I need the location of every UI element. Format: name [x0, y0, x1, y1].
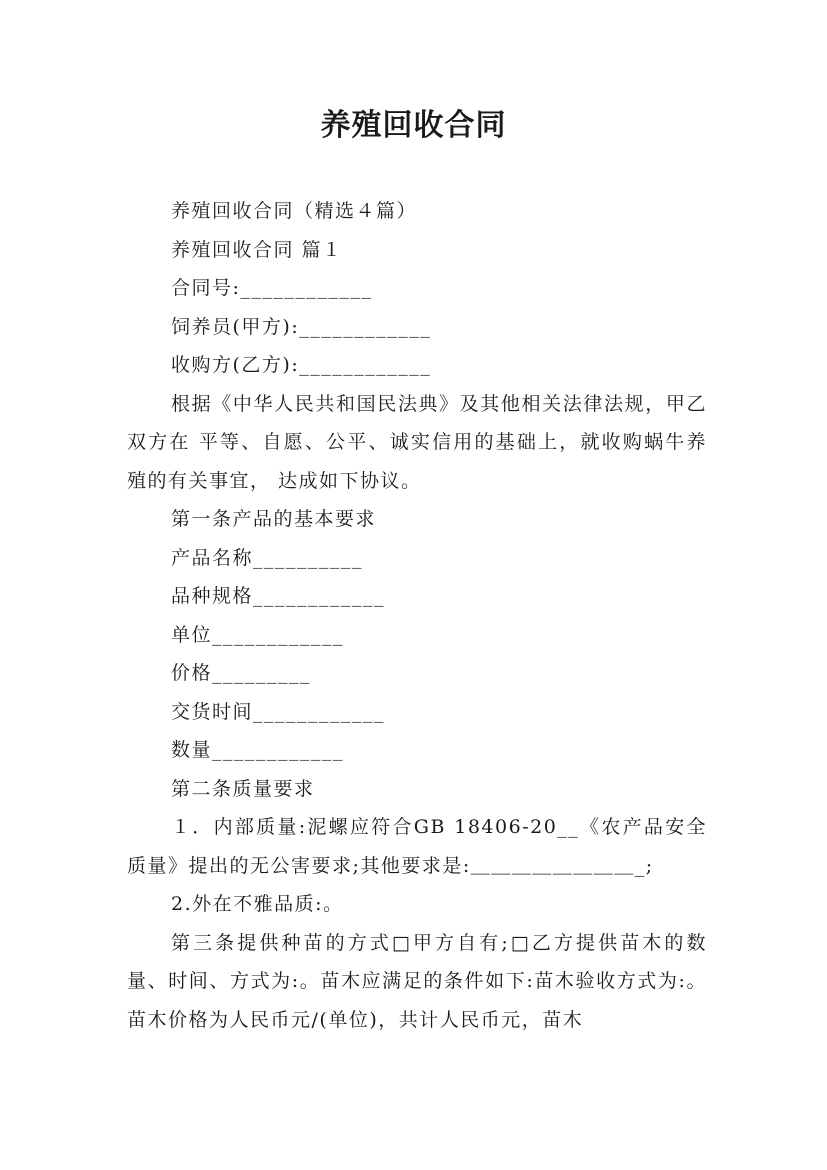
- law-paragraph: 根据《中华人民共和国民法典》及其他相关法律法规，甲乙双方在 平等、自愿、公平、诚实信用的基础上，就收购蜗牛养殖的有关事宜， 达成如下协议。: [127, 392, 707, 492]
- document-body: [127, 192, 707, 1039]
- unit-field: 单位____________: [171, 623, 345, 646]
- document-title: 养殖回收合同: [320, 108, 507, 143]
- article-2-title: 第二条质量要求: [171, 777, 315, 800]
- subtitle-line: 养殖回收合同（精选４篇）: [171, 200, 418, 222]
- quantity-field: 数量____________: [171, 739, 345, 761]
- variety-spec-field: 品种规格____________: [171, 585, 386, 607]
- party-a-line: 饲养员(甲方):____________: [171, 315, 432, 338]
- section-heading: 养殖回收合同 篇１: [171, 238, 343, 261]
- quality-item-2: 2.外在不雅品质:。: [171, 893, 344, 915]
- quality-item-1: １．内部质量:泥螺应符合GB 18406-20__《农产品安全质量》提出的无公害要求;其他要求是:＿＿＿＿＿＿＿＿_;: [127, 816, 707, 877]
- contract-number-line: 合同号:____________: [171, 277, 373, 299]
- price-field: 价格_________: [171, 662, 312, 684]
- article-1-title: 第一条产品的基本要求: [171, 508, 377, 530]
- delivery-time-field: 交货时间____________: [171, 700, 386, 723]
- article-3-paragraph: 第三条提供种苗的方式□甲方自有;□乙方提供苗木的数量、时间、方式为:。苗木应满足的条件如下:苗木验收方式为:。苗木价格为人民币元/(单位)，共计人民币元，苗木: [127, 931, 707, 1031]
- product-name-field: 产品名称__________: [171, 546, 364, 569]
- party-b-line: 收购方(乙方):____________: [171, 354, 432, 376]
